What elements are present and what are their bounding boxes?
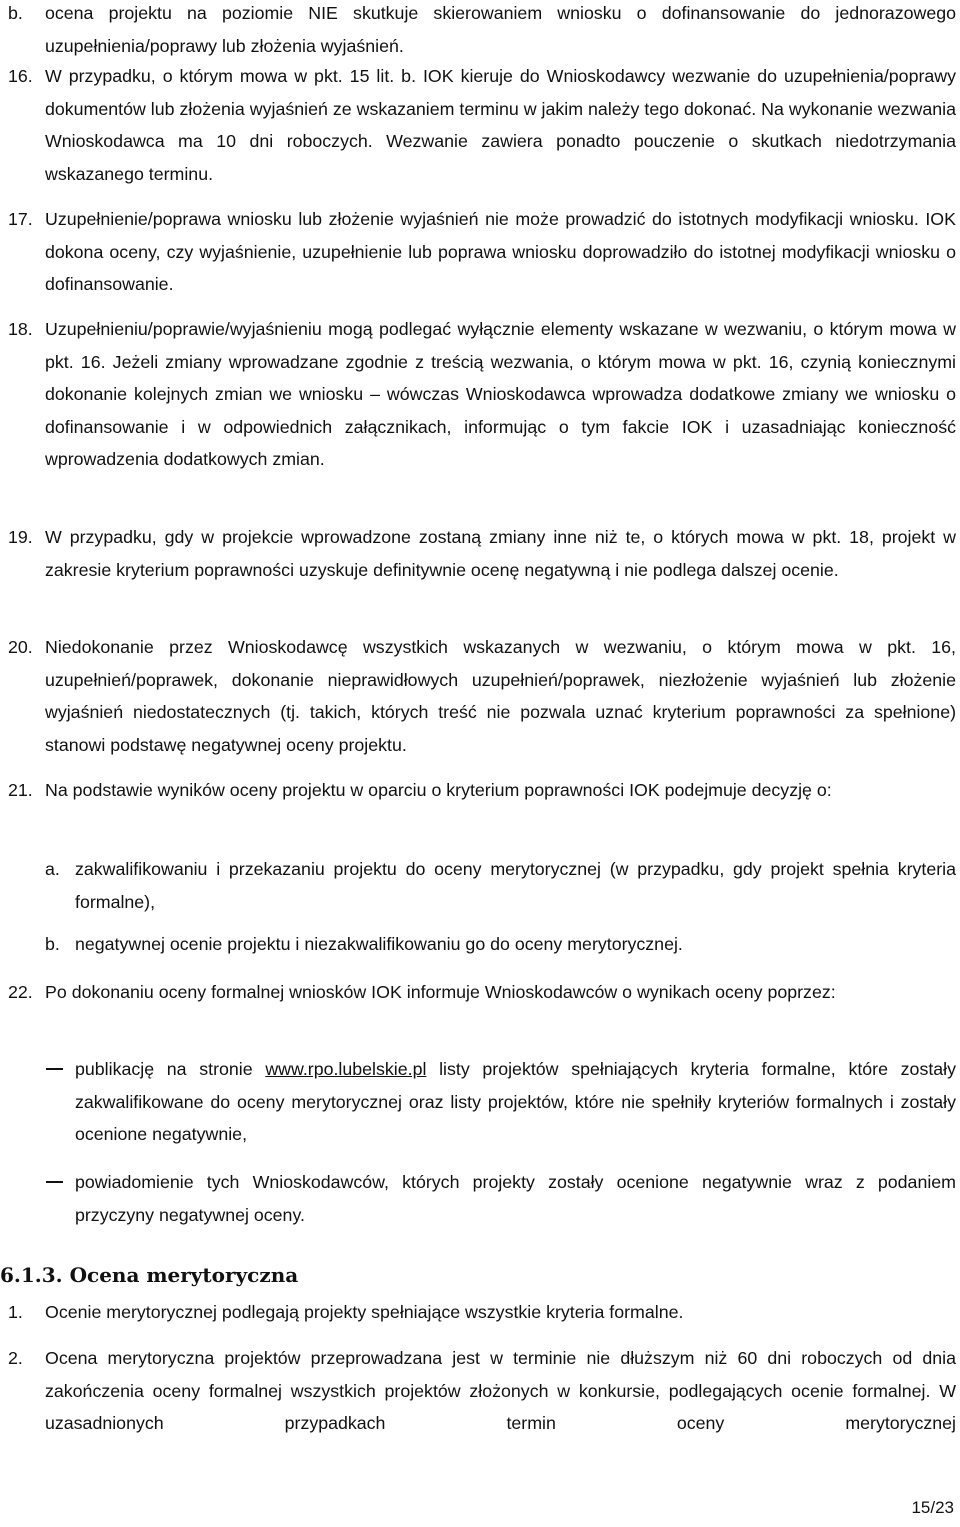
section-heading: 6.1.3. Ocena merytoryczna — [0, 1263, 299, 1287]
item-label: b. — [45, 934, 60, 954]
dash-bullet-icon — [46, 1181, 63, 1183]
item-text — [75, 1053, 956, 1151]
bullet-text-before: publikację na stronie — [75, 1059, 266, 1079]
item-label: 19. — [8, 527, 33, 547]
item-text: Uzupełnieniu/poprawie/wyjaśnieniu mogą podlegać wyłącznie elementy wskazane w wezwaniu, o którym mowa w pkt. 16. Jeżeli zmiany wprowadzane zgodnie z treścią wezwania, o którym mowa w pkt. 16, czynią koniecznymi dokonanie kolejnych zmian we wniosku – wówczas Wnioskodawca wprowadza dodatkowe zmiany we wniosku o dofinansowanie i w odpowiednich załącznikach, informując o tym fakcie IOK i uzasadniając konieczność wprowadzenia dodatkowych zmian. — [45, 319, 956, 469]
item-label: 20. — [8, 637, 33, 657]
item-text: powiadomienie tych Wnioskodawców, których projekty zostały ocenione negatywnie wraz z podaniem przyczyny negatywnej oceny. — [75, 1172, 956, 1225]
item-text: Ocena merytoryczna projektów przeprowadzana jest w terminie nie dłuższym niż 60 dni roboczych od dnia zakończenia oceny formalnej wszystkich projektów złożonych w konkursie, podlegających ocenie formalnej. W uzasadnionych przypadkach termin oceny merytorycznej — [45, 1348, 956, 1433]
bullet-item-publication — [8, 1053, 956, 1153]
item-text: negatywnej ocenie projektu i niezakwalifikowaniu go do oceny merytorycznej. — [75, 934, 683, 954]
item-label: 21. — [8, 780, 33, 800]
dash-bullet-icon — [46, 1068, 63, 1070]
list-item-21b — [8, 928, 956, 962]
item-label: 18. — [8, 319, 33, 339]
section-item-2 — [8, 1342, 956, 1442]
list-item-20 — [8, 631, 956, 763]
list-item-18 — [8, 313, 956, 509]
item-text: ocena projektu na poziomie NIE skutkuje skierowaniem wniosku o dofinansowanie do jednorazowego uzupełnienia/poprawy lub złożenia wyjaśnień. — [45, 3, 956, 56]
section-item-1 — [8, 1296, 956, 1330]
item-label: 16. — [8, 66, 33, 86]
page-number: 15/23 — [911, 1498, 954, 1517]
list-item-17 — [8, 203, 956, 303]
bullet-text-after: listy projektów spełniających kryteria formalne, które zostały zakwalifikowane do oceny merytorycznej oraz listy projektów, które nie spełniły kryteriów formalnych i zostały ocenione negatywnie, — [75, 1059, 957, 1144]
list-item-22 — [8, 976, 956, 1044]
rpo-lubelskie-link[interactable]: www.rpo.lubelskie.pl — [265, 1059, 427, 1079]
item-label: 22. — [8, 982, 33, 1002]
item-label: 1. — [8, 1302, 23, 1322]
item-text: W przypadku, o którym mowa w pkt. 15 lit. b. IOK kieruje do Wnioskodawcy wezwanie do uzupełnienia/poprawy dokumentów lub złożenia wyjaśnień ze wskazaniem terminu w jakim należy tego dokonać. Na wykonanie wezwania Wnioskodawca ma 10 dni roboczych. Wezwanie zawiera ponadto pouczenie o skutkach niedotrzymania wskazanego terminu. — [45, 66, 956, 184]
list-item-19 — [8, 521, 956, 621]
item-label: b. — [8, 3, 23, 23]
item-text: Ocenie merytorycznej podlegają projekty spełniające wszystkie kryteria formalne. — [45, 1302, 684, 1322]
item-text: zakwalifikowaniu i przekazaniu projektu do oceny merytorycznej (w przypadku, gdy projekt spełnia kryteria formalne), — [75, 859, 956, 912]
item-label: a. — [45, 859, 60, 879]
item-label: 2. — [8, 1348, 23, 1368]
list-item-b — [8, 0, 956, 63]
list-item-16 — [8, 60, 956, 192]
list-item-21 — [8, 774, 956, 842]
item-label: 17. — [8, 209, 33, 229]
item-text: Po dokonaniu oceny formalnej wniosków IOK informuje Wnioskodawców o wynikach oceny poprzez: — [45, 982, 836, 1002]
item-text: Niedokonanie przez Wnioskodawcę wszystkich wskazanych w wezwaniu, o którym mowa w pkt. 16, uzupełnień/poprawek, dokonanie nieprawidłowych uzupełnień/poprawek, niezłożenie wyjaśnień lub złożenie wyjaśnień niedostatecznych (tj. takich, których treść nie pozwala uznać kryterium poprawności za spełnione) stanowi podstawę negatywnej oceny projektu. — [45, 637, 956, 755]
list-item-21a — [8, 853, 956, 921]
item-text: Na podstawie wyników oceny projektu w oparciu o kryterium poprawności IOK podejmuje decyzję o: — [45, 780, 832, 800]
bullet-item-notification — [8, 1166, 956, 1234]
item-text: Uzupełnienie/poprawa wniosku lub złożenie wyjaśnień nie może prowadzić do istotnych modyfikacji wniosku. IOK dokona oceny, czy wyjaśnienie, uzupełnienie lub poprawa wniosku doprowadziło do istotnej modyfikacji wniosku o dofinansowanie. — [45, 209, 956, 294]
item-text: W przypadku, gdy w projekcie wprowadzone zostaną zmiany inne niż te, o których mowa w pkt. 18, projekt w zakresie kryterium poprawności uzyskuje definitywnie ocenę negatywną i nie podlega dalszej ocenie. — [45, 527, 956, 580]
